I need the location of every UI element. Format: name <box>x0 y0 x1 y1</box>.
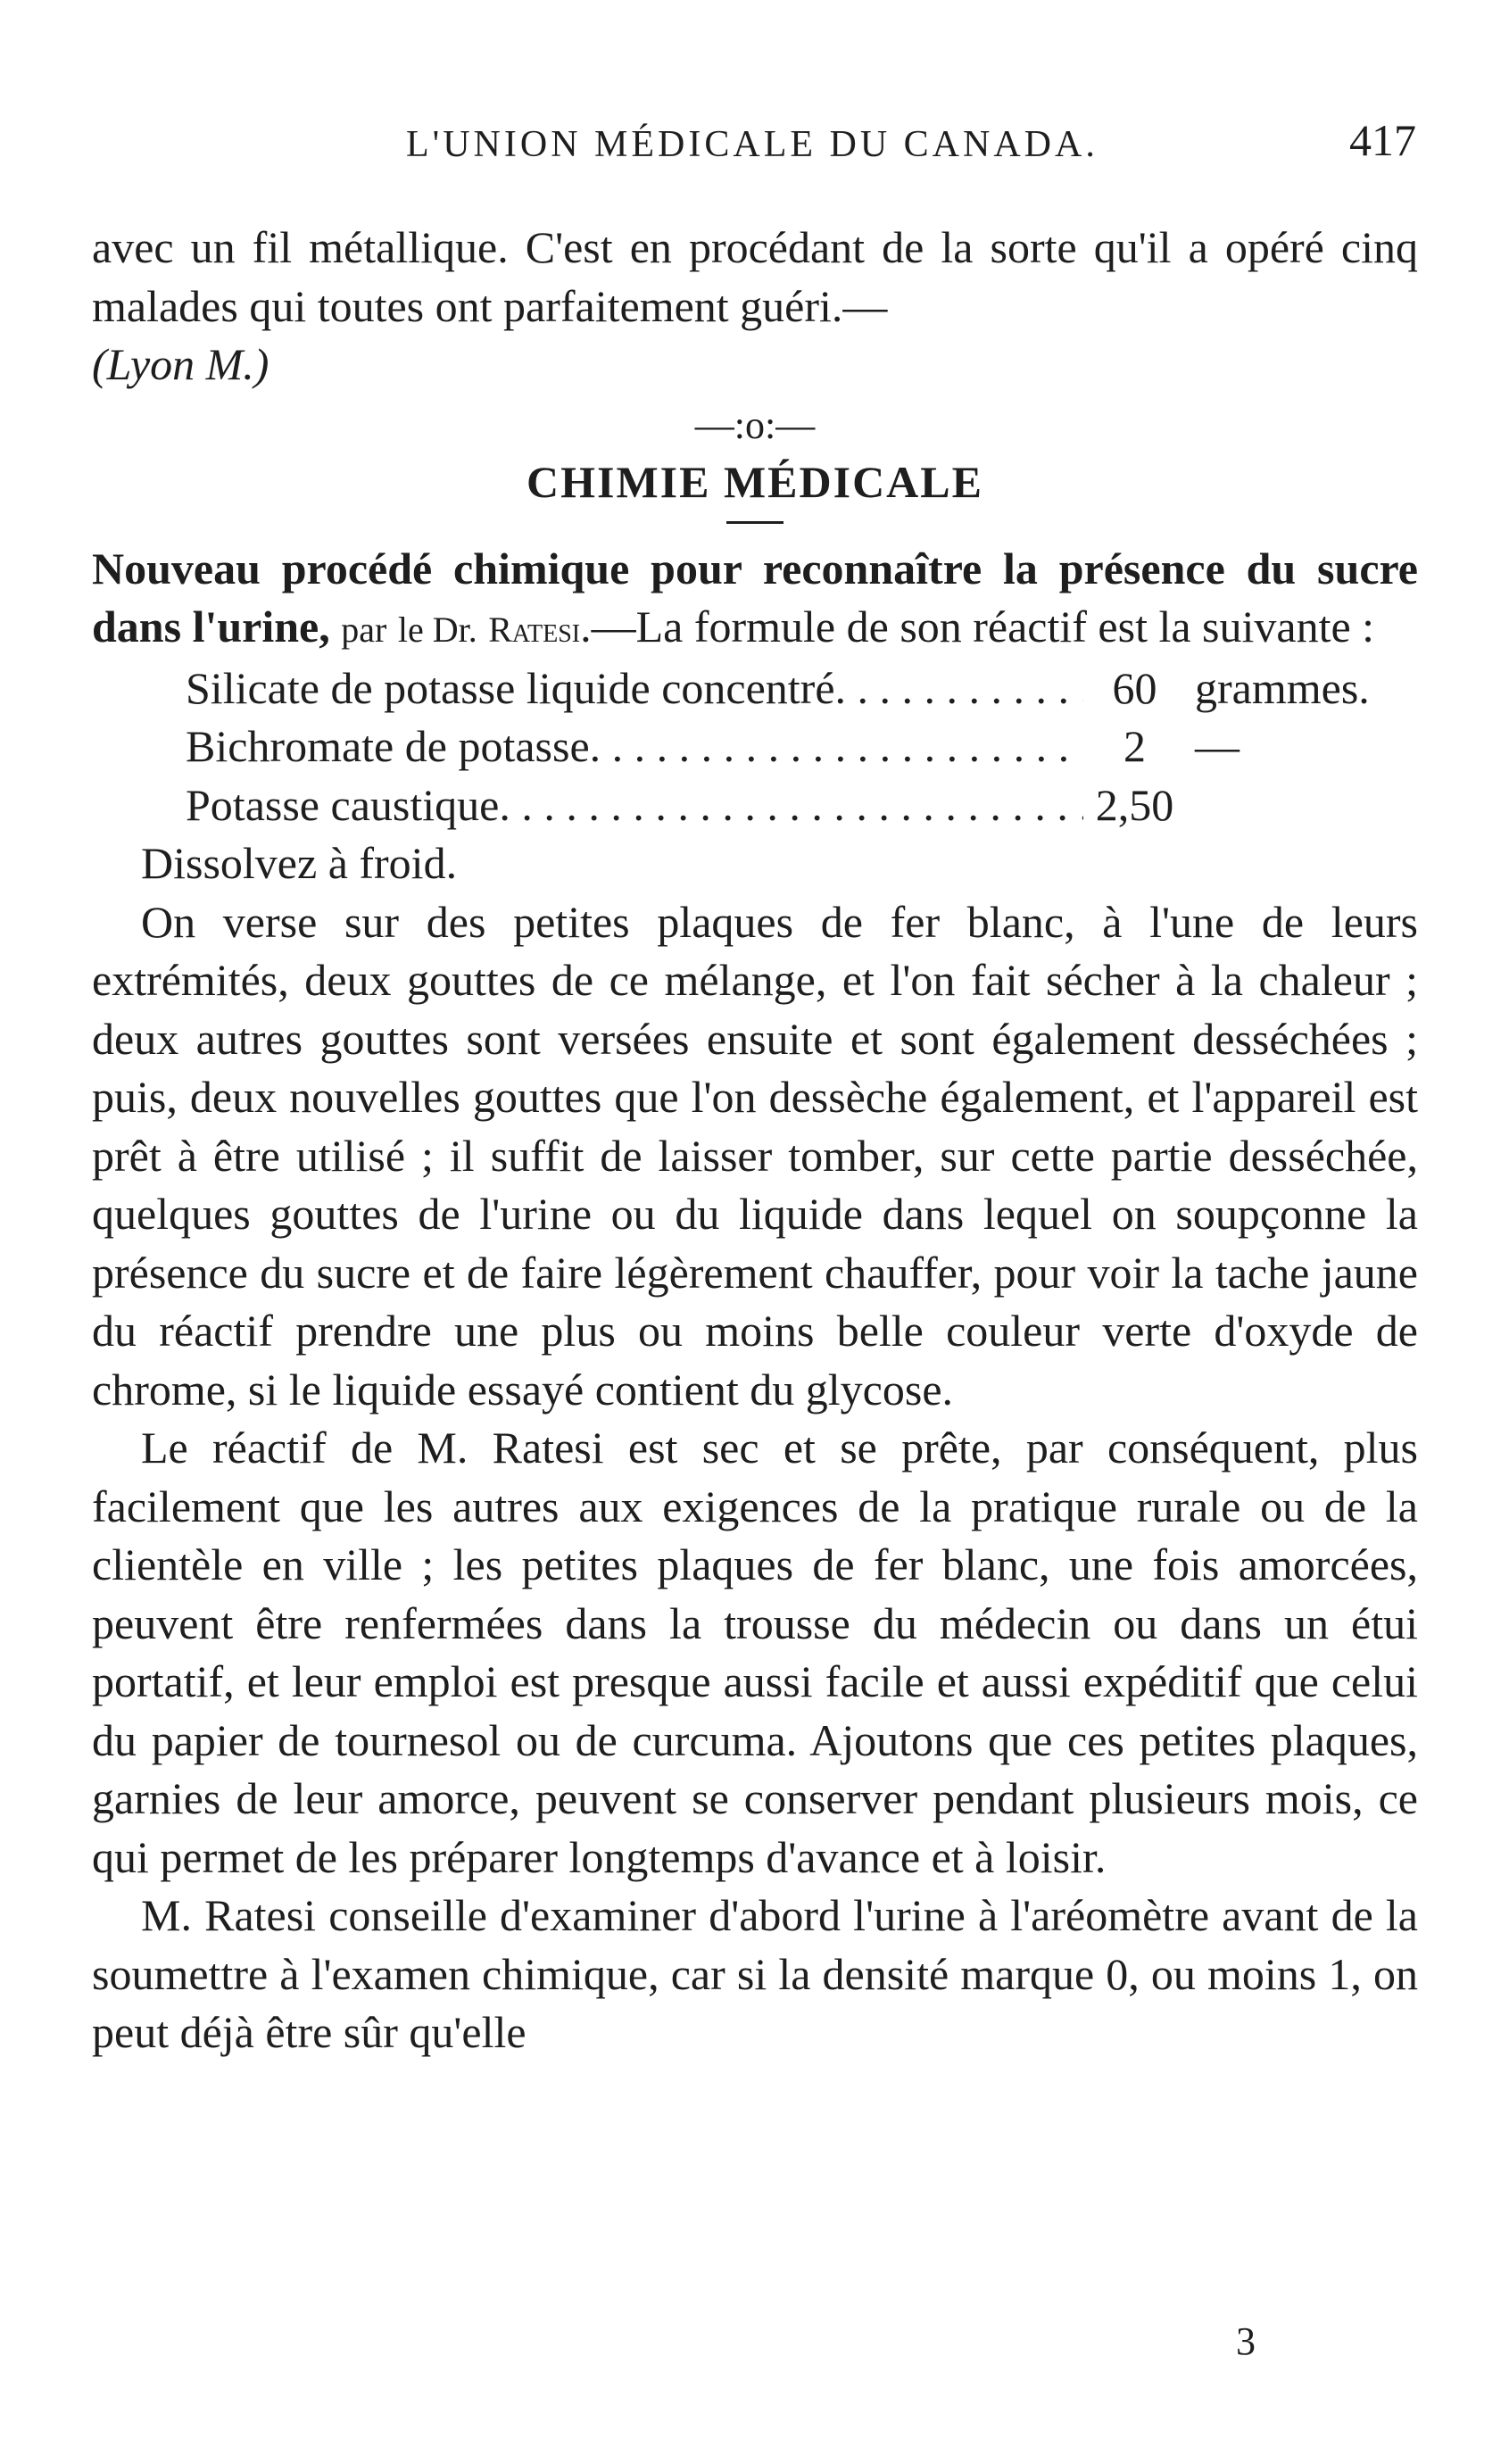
section-title: CHIMIE MÉDICALE <box>526 456 983 507</box>
dissolve-instruction: Dissolvez à froid. <box>141 838 458 888</box>
intro-text: avec un fil métallique. C'est en procédant de la sorte qu'il a opéré cinq malades qui toutes ont parfaitement guéri.— <box>92 222 1418 331</box>
page-number: 417 <box>1349 115 1416 165</box>
ingredient-unit: — <box>1195 721 1240 771</box>
by-word: par <box>341 610 387 650</box>
formula-row <box>92 660 1418 718</box>
ingredient-name: Potasse caustique <box>186 779 500 830</box>
text-column <box>92 219 1418 2062</box>
page-header <box>0 114 1509 177</box>
body-paragraph: On verse sur des petites plaques de fer blanc, à l'une de leurs extrémités, deux gouttes de ce mélange, et l'on fait sécher à la chaleur ; deux autres gouttes sont versées ensuite et sont également desséchées ; puis, deux nouvelles gouttes que l'on dessèche également, et l'appareil est prêt à être utilisé ; il suffit de laisser tomber, sur cette partie desséchée, quelques gouttes de l'urine ou du liquide dans lequel on soupçonne la présence du sucre et de faire légèrement chauffer, pour voir la tache jaune du réactif prendre une plus ou moins belle couleur verte d'oxyde de chrome, si le liquide essayé contient du glycose. <box>92 896 1418 1415</box>
ingredient-name: Bichromate de potasse <box>186 721 590 771</box>
leader-dots <box>835 660 1083 718</box>
body-paragraph: M. Ratesi conseille d'examiner d'abord l'urine à l'aréomètre avant de la soumettre à l'examen chimique, car si la densité marque 0, ou moins 1, on peut déjà être sûr qu'elle <box>92 1890 1418 2057</box>
ingredient-quantity: 60 <box>1112 662 1157 713</box>
lead-paragraph <box>92 540 1418 660</box>
formula-row <box>92 776 1418 835</box>
ingredient-quantity: 2,50 <box>1095 779 1174 830</box>
section-separator: —:o:— <box>694 402 816 447</box>
leader-dots <box>590 718 1083 776</box>
running-title: L'UNION MÉDICALE DU CANADA. <box>406 124 1099 165</box>
author-prefix: le Dr. <box>397 610 477 650</box>
body-paragraph: Le réactif de M. Ratesi est sec et se prête, par conséquent, plus facilement que les autres aux exigences de la pratique rurale ou de la clientèle en ville ; les petites plaques de fer blanc, une fois amorcées, peuvent être renfermées dans la trousse du médecin ou dans un étui portatif, et leur emploi est presque aussi facile et aussi expéditif que celui du papier de tournesol ou de curcuma. Ajoutons que ces petites plaques, garnies de leur amorce, peuvent se conserver pendant plusieurs mois, ce qui permet de les préparer longtemps d'avance et à loisir. <box>92 1423 1418 1882</box>
signature-mark: 3 <box>1236 2319 1256 2363</box>
formula-row <box>92 718 1418 776</box>
author-name: Ratesi <box>488 610 581 650</box>
ingredient-name: Silicate de potasse liquide concentré <box>186 662 835 713</box>
article-title: Nouveau procédé chimique pour reconnaître la présence du sucre dans l'urine, <box>92 543 1418 651</box>
leader-dots <box>499 776 1083 835</box>
title-rule <box>726 521 784 524</box>
source-citation: (Lyon M.) <box>92 339 269 389</box>
intro-paragraph <box>92 219 1418 394</box>
lead-tail: .—La formule de son réactif est la suivante : <box>580 601 1375 651</box>
ingredient-unit: grammes. <box>1195 662 1370 713</box>
formula-list <box>92 660 1418 835</box>
ingredient-quantity: 2 <box>1123 721 1146 771</box>
